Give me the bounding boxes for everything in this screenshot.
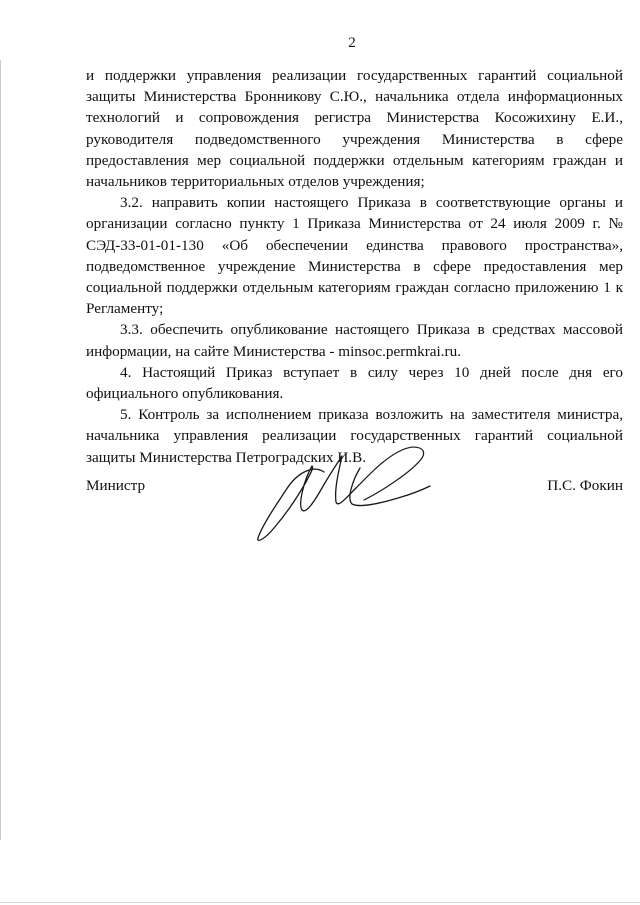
signatory-name: П.С. Фокин: [547, 477, 623, 494]
paragraph-continuation: и поддержки управления реализации государственных гарантий социальной защиты Министерства Бронникову С.Ю., начальника отдела информационных технологий и сопровождения регистра Министерства Косожихину Е.И., руководителя подведомственного учреждения Министерства в сфере предоставления мер социальной поддержки отдельным категориям граждан и начальников территориальных отделов учреждения;: [86, 67, 623, 191]
paragraph-3-2: 3.2. направить копии настоящего Приказа в соответствующие органы и организации согласно пункту 1 Приказа Министерства от 24 июля 2009 г. № СЭД-33-01-01-130 «Об обеспечении единства правового пространства», подведомственное учреждение Министерства в сфере предоставления мер социальной поддержки отдельным категориям граждан согласно приложению 1 к Регламенту;: [86, 194, 623, 318]
signature-stroke-first: [258, 456, 356, 540]
paragraph-3-3: 3.3. обеспечить опубликование настоящего Приказа в средствах массовой информации, на сайте Министерства - minsoc.permkrai.ru.: [86, 321, 623, 360]
scan-left-edge: [0, 60, 1, 840]
signature-stroke-loop: [356, 447, 424, 500]
paragraph-5: 5. Контроль за исполнением приказа возложить на заместителя министра, начальника управления реализации государственных гарантий социальной защиты Министерства Петроградских И.В.: [86, 406, 623, 466]
page-number: 2: [348, 35, 356, 51]
document-body: [86, 65, 623, 468]
paragraph-4: 4. Настоящий Приказ вступает в силу через 10 дней после дня его официального опубликования.: [86, 363, 623, 403]
signature-stroke-second: [350, 468, 430, 506]
signatory-title: Министр: [86, 477, 146, 494]
handwritten-signature: [252, 444, 434, 548]
scan-bottom-edge: [0, 902, 640, 903]
